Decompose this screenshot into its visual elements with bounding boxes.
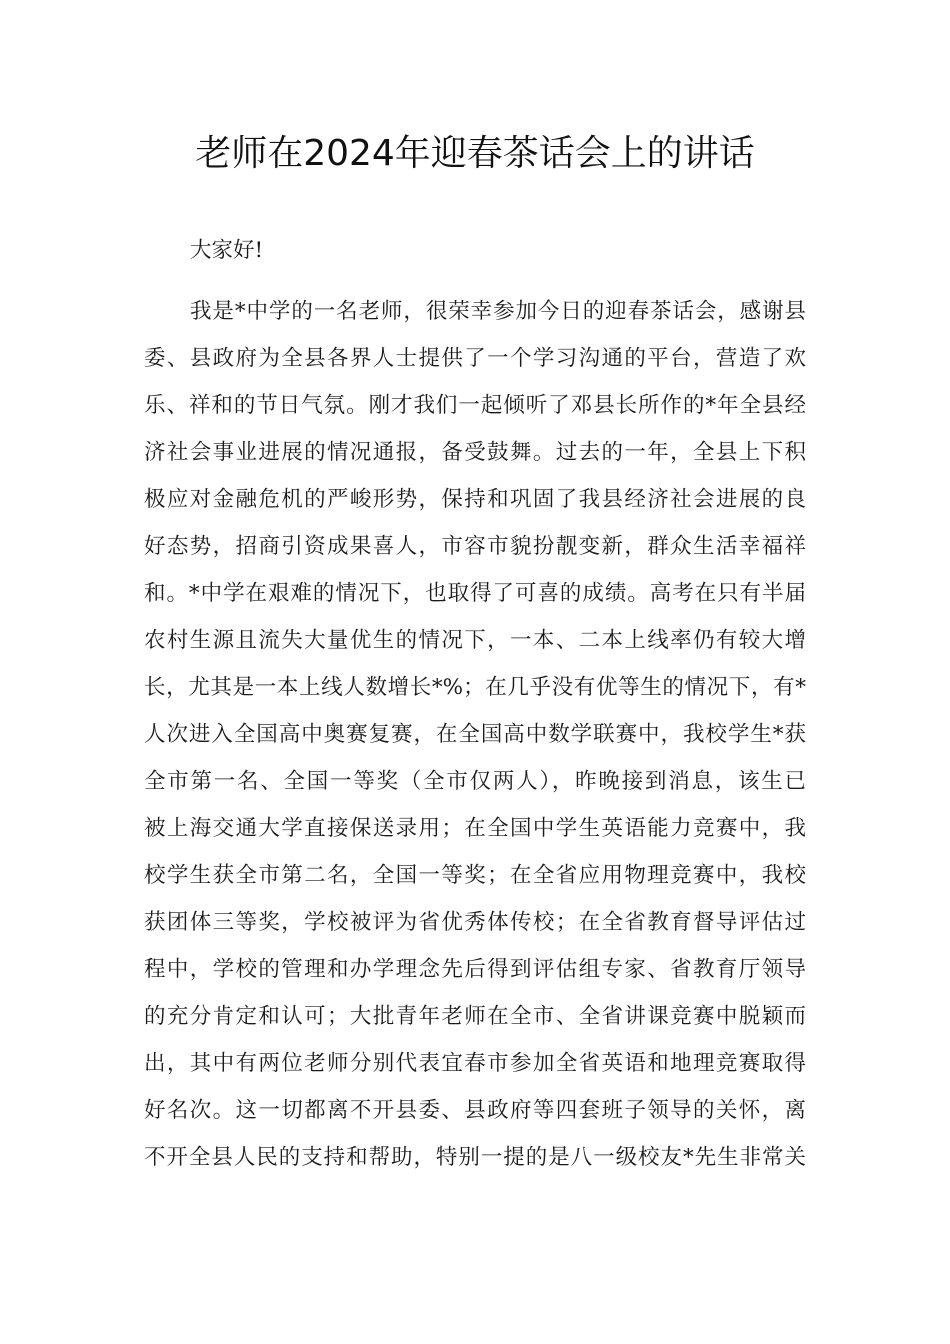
paragraph-line: 好态势，招商引资成果喜人，市容市貌扮靓变新，群众生活幸福祥 — [144, 534, 806, 559]
paragraph-line: 长，尤其是一本上线人数增长*%；在几乎没有优等生的情况下，有* — [144, 675, 806, 700]
paragraph-line: 不开全县人民的支持和帮助，特别一提的是八一级校友*先生非常关 — [144, 1145, 806, 1170]
document-title: 老师在2024年迎春茶话会上的讲话 — [195, 133, 755, 174]
document-body — [144, 230, 806, 1181]
paragraph-line: 人次进入全国高中奥赛复赛，在全国高中数学联赛中，我校学生*获 — [144, 722, 806, 747]
paragraph-line: 获团体三等奖，学校被评为省优秀体传校；在全省教育督导评估过 — [144, 910, 806, 935]
paragraph-line: 程中，学校的管理和办学理念先后得到评估组专家、省教育厅领导 — [144, 957, 806, 982]
paragraph-line: 校学生获全市第二名，全国一等奖；在全省应用物理竞赛中，我校 — [144, 863, 806, 888]
greeting: 大家好! — [190, 238, 264, 263]
paragraph-line: 被上海交通大学直接保送录用；在全国中学生英语能力竞赛中，我 — [144, 816, 806, 841]
paragraph-line: 好名次。这一切都离不开县委、县政府等四套班子领导的关怀，离 — [144, 1098, 806, 1123]
paragraph-line: 我是*中学的一名老师，很荣幸参加今日的迎春茶话会，感谢县 — [190, 299, 806, 324]
paragraph-line: 济社会事业进展的情况通报，备受鼓舞。过去的一年，全县上下积 — [144, 440, 806, 465]
paragraph-line: 全市第一名、全国一等奖（全市仅两人），昨晚接到消息，该生已 — [144, 769, 806, 794]
paragraph-line: 农村生源且流失大量优生的情况下，一本、二本上线率仍有较大增 — [144, 628, 806, 653]
paragraph-line: 出，其中有两位老师分别代表宜春市参加全省英语和地理竞赛取得 — [144, 1051, 806, 1076]
paragraph-line: 委、县政府为全县各界人士提供了一个学习沟通的平台，营造了欢 — [144, 346, 806, 371]
paragraph-line: 的充分肯定和认可；大批青年老师在全市、全省讲课竞赛中脱颖而 — [144, 1004, 806, 1029]
paragraph-line: 和。*中学在艰难的情况下，也取得了可喜的成绩。高考在只有半届 — [144, 581, 806, 606]
paragraph-line: 乐、祥和的节日气氛。刚才我们一起倾听了邓县长所作的*年全县经 — [144, 393, 806, 418]
paragraph-line: 极应对金融危机的严峻形势，保持和巩固了我县经济社会进展的良 — [144, 487, 806, 512]
